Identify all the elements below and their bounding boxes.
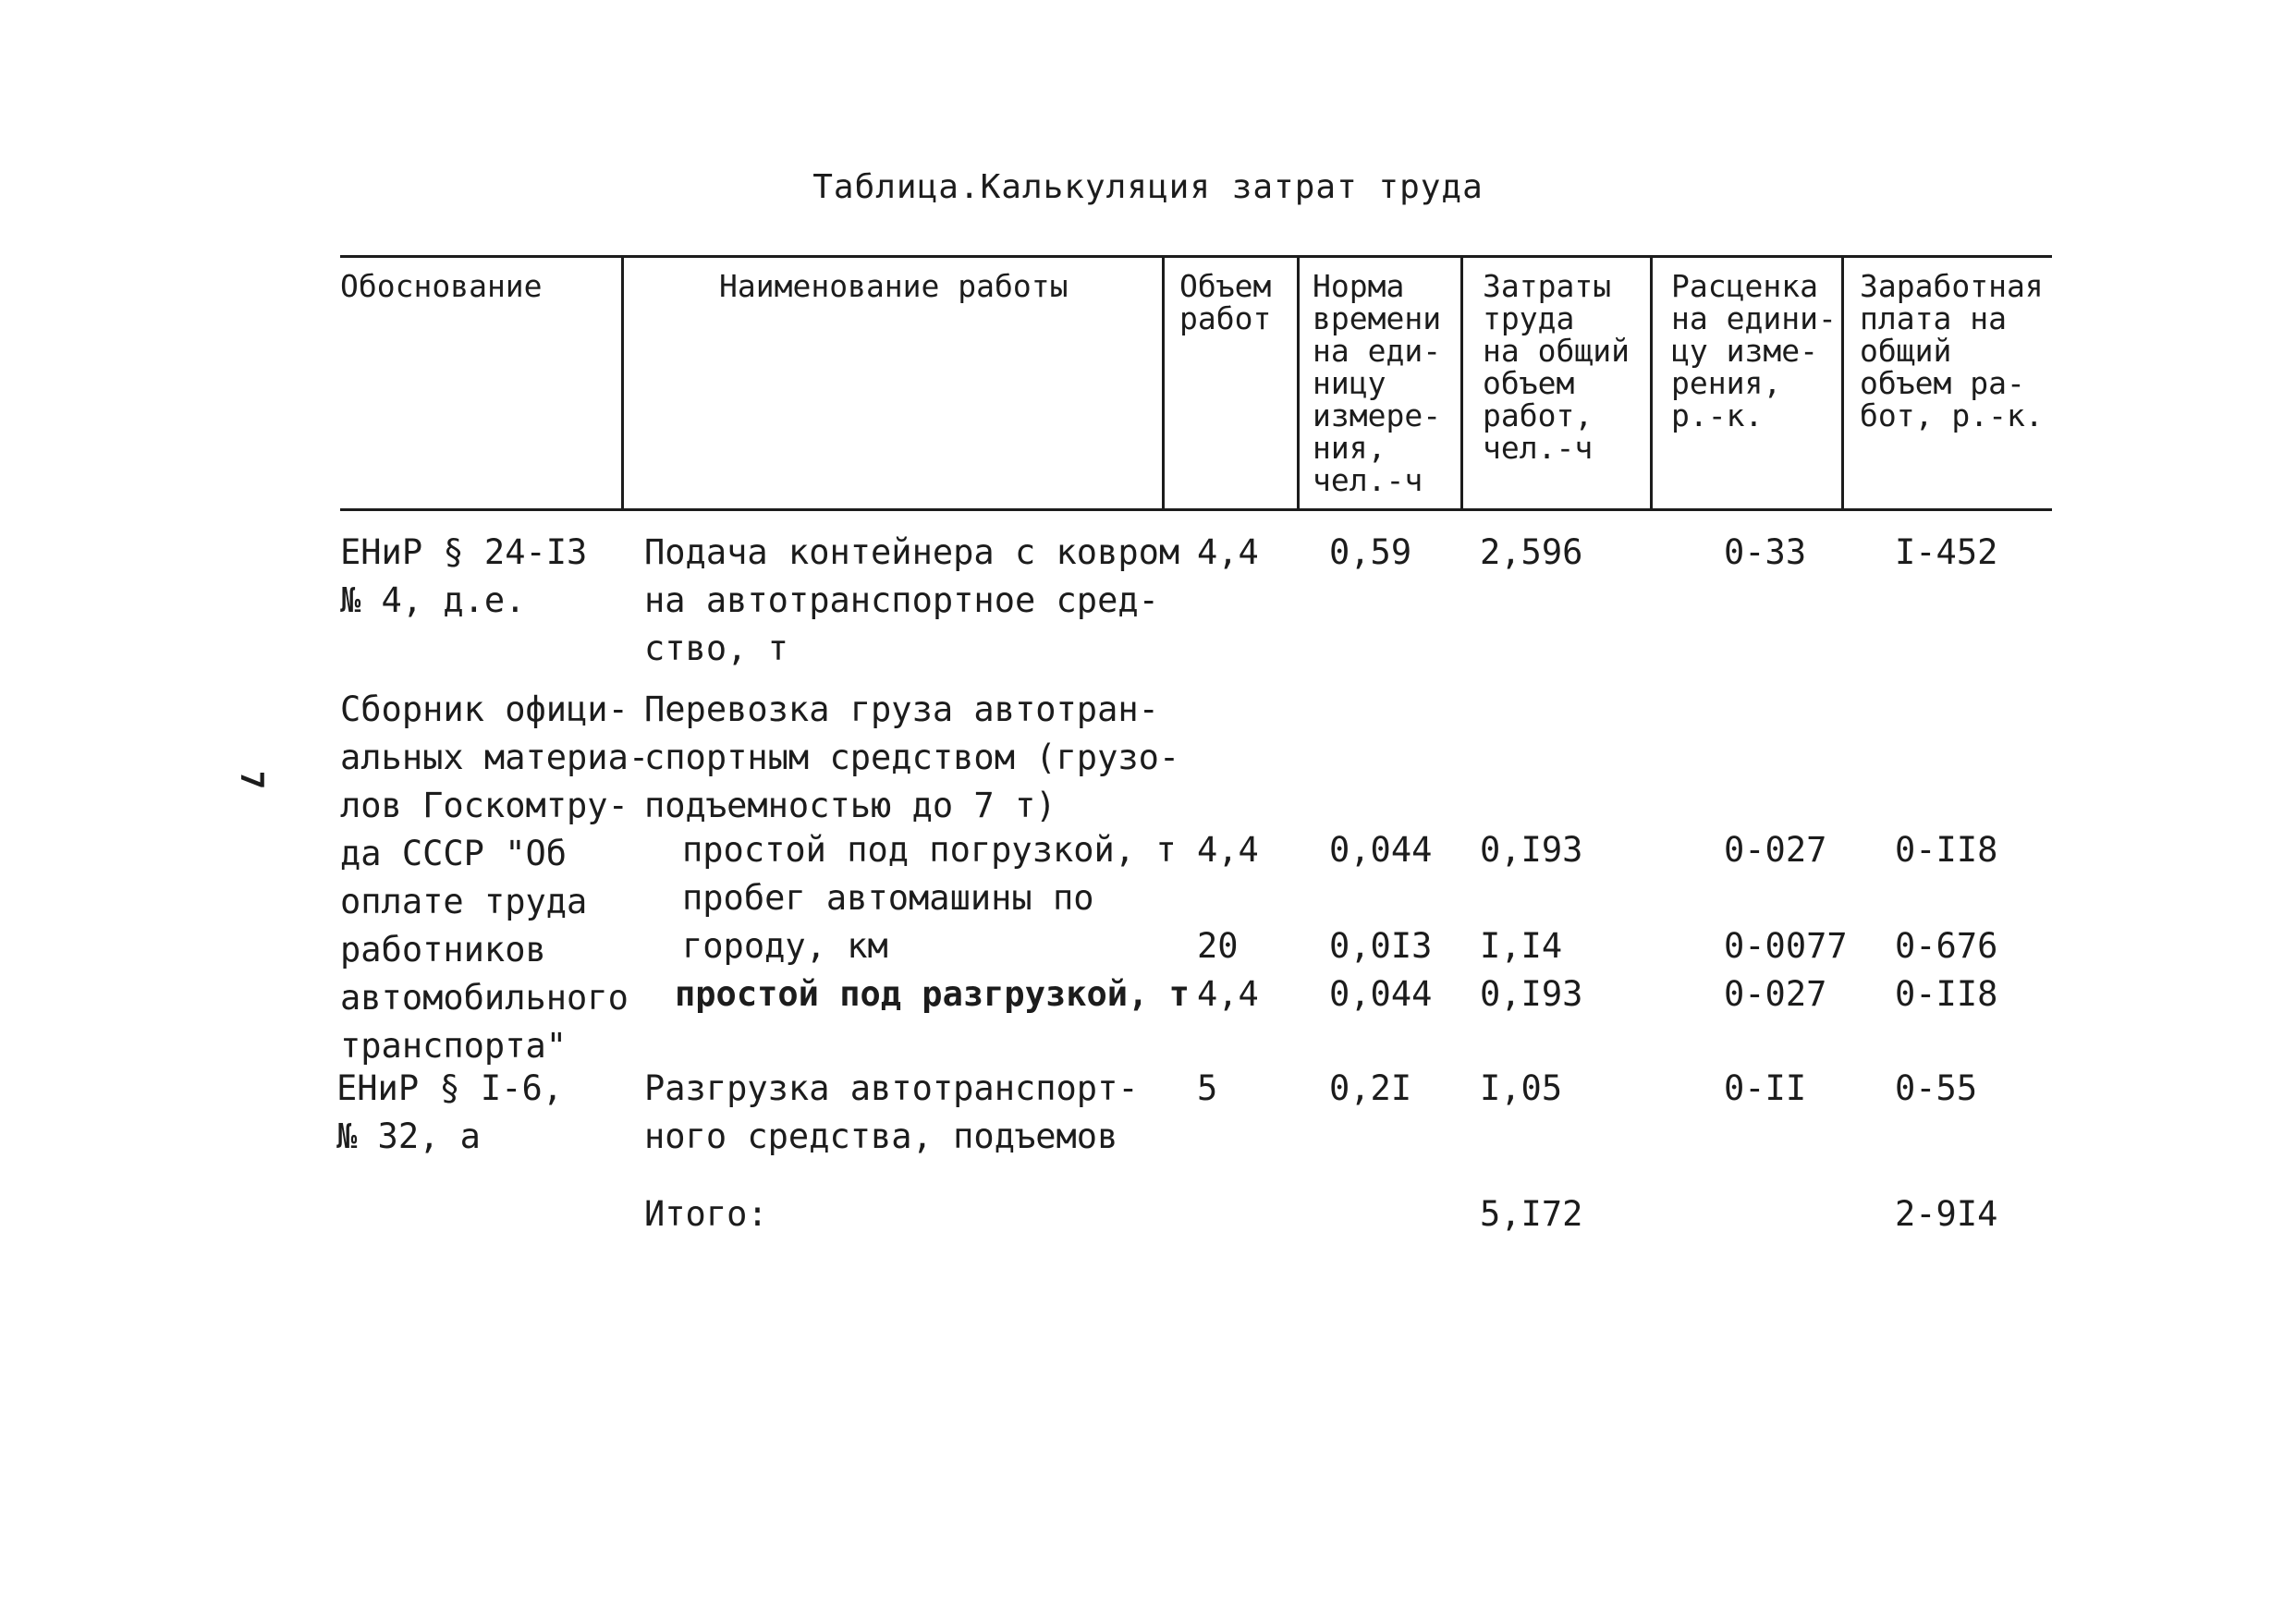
header-basis: Обоснование (340, 268, 543, 304)
header-work-name: Наименование работы (719, 268, 1069, 304)
sub1-wage: 0-II8 (1895, 830, 1998, 870)
header-divider-5 (1650, 257, 1653, 508)
sub3-volume: 4,4 (1197, 974, 1259, 1014)
header-top-rule (340, 255, 2052, 258)
sub3-norm: 0,044 (1329, 974, 1433, 1014)
sub3-labor: 0,I93 (1480, 974, 1583, 1014)
row3-norm: 0,2I (1329, 1068, 1412, 1108)
sub2-labor: I,I4 (1480, 926, 1563, 966)
sub2-work: пробег автомашины по городу, км (682, 878, 1094, 966)
header-divider-4 (1460, 257, 1463, 508)
sub2-norm: 0,0I3 (1329, 926, 1433, 966)
row1-norm: 0,59 (1329, 532, 1412, 572)
header-wage: Заработная плата на общий объем ра- бот, р.-к. (1860, 268, 2044, 433)
row1-basis: ЕНиР § 24-I3 № 4, д.е. (340, 532, 588, 620)
sub3-wage: 0-II8 (1895, 974, 1998, 1014)
row3-labor: I,05 (1480, 1068, 1563, 1108)
total-labor: 5,I72 (1480, 1194, 1583, 1234)
row3-wage: 0-55 (1895, 1068, 1978, 1108)
header-divider-3 (1297, 257, 1300, 508)
row3-volume: 5 (1197, 1068, 1218, 1108)
row1-volume: 4,4 (1197, 532, 1259, 572)
sub3-work: простой под разгрузкой, т (675, 974, 1190, 1014)
sub1-norm: 0,044 (1329, 830, 1433, 870)
sub2-volume: 20 (1197, 926, 1239, 966)
header-divider-1 (621, 257, 624, 508)
sub3-rate: 0-027 (1724, 974, 1827, 1014)
row3-basis: ЕНиР § I-6, № 32, а (336, 1068, 564, 1156)
header-divider-6 (1841, 257, 1844, 508)
total-wage: 2-9I4 (1895, 1194, 1998, 1234)
table-title: Таблица.Калькуляция затрат труда (812, 168, 1484, 206)
row1-wage: I-452 (1895, 532, 1998, 572)
header-volume: Объем работ (1179, 268, 1272, 336)
header-time-norm: Норма времени на еди- ницу измере- ния, чел.-ч (1313, 268, 1442, 498)
header-divider-2 (1162, 257, 1165, 508)
header-rate: Расценка на едини- цу изме- рения, р.-к. (1671, 268, 1837, 433)
group-basis: Сборник офици- альных материа- лов Госкомтру- да СССР "Об оплате труда работников автомобильного транспорта" (340, 689, 650, 1066)
row1-work: Подача контейнера с ковром на автотранспортное сред- ство, т (644, 532, 1180, 668)
row3-work: Разгрузка автотранспорт- ного средства, подъемов (644, 1068, 1139, 1156)
sub1-labor: 0,I93 (1480, 830, 1583, 870)
sub1-rate: 0-027 (1724, 830, 1827, 870)
row3-rate: 0-II (1724, 1068, 1807, 1108)
row1-labor: 2,596 (1480, 532, 1583, 572)
header-bottom-rule (340, 508, 2052, 511)
total-label: Итого: (644, 1194, 768, 1234)
sub1-volume: 4,4 (1197, 830, 1259, 870)
group-work-intro: Перевозка груза автотран- спортным средством (грузо- подъемностью до 7 т) (644, 689, 1180, 825)
page-number: 7 (233, 770, 271, 790)
sub2-rate: 0-0077 (1724, 926, 1848, 966)
sub1-work: простой под погрузкой, т (682, 830, 1177, 870)
row1-rate: 0-33 (1724, 532, 1807, 572)
header-labor-cost: Затраты труда на общий объем работ, чел.-ч (1483, 268, 1630, 466)
sub2-wage: 0-676 (1895, 926, 1998, 966)
